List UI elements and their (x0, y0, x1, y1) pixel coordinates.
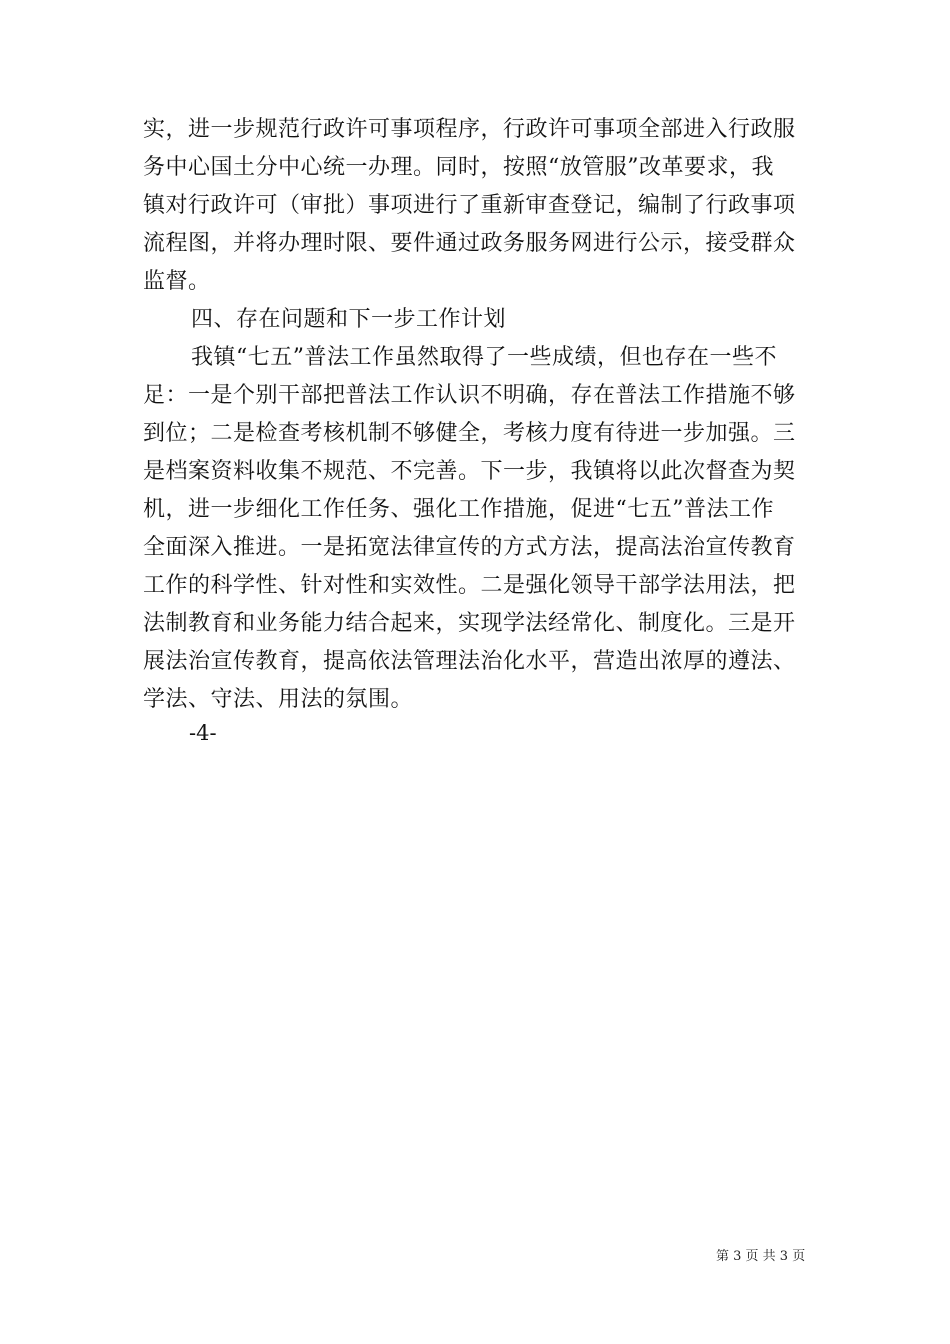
body-text-line: 足：一是个别干部把普法工作认识不明确，存在普法工作措施不够 (143, 383, 796, 408)
body-text-line: 工作的科学性、针对性和实效性。二是强化领导干部学法用法，把 (143, 573, 796, 598)
body-text-line: 学法、守法、用法的氛围。 (143, 687, 414, 712)
body-text-line: 是档案资料收集不规范、不完善。下一步，我镇将以此次督查为契 (143, 459, 796, 484)
body-text-line: 我镇“七五”普法工作虽然取得了一些成绩，但也存在一些不 (191, 345, 777, 370)
body-text-line: 机，进一步细化工作任务、强化工作措施，促进“七五”普法工作 (143, 497, 774, 522)
page-number: -4- (189, 721, 217, 745)
body-text-line: 到位；二是检查考核机制不够健全，考核力度有待进一步加强。三 (143, 421, 796, 446)
body-text-line: 全面深入推进。一是拓宽法律宣传的方式方法，提高法治宣传教育 (143, 535, 796, 560)
page-footer: 第 3 页 共 3 页 (716, 1249, 806, 1264)
body-text-line: 法制教育和业务能力结合起来，实现学法经常化、制度化。三是开 (143, 611, 796, 636)
body-text-line: 务中心国土分中心统一办理。同时，按照“放管服”改革要求，我 (143, 155, 774, 180)
body-text-line: 实，进一步规范行政许可事项程序，行政许可事项全部进入行政服 (143, 117, 796, 142)
body-text-line: 展法治宣传教育，提高依法管理法治化水平，营造出浓厚的遵法、 (143, 649, 796, 674)
body-text-line: 监督。 (143, 269, 211, 294)
body-text-line: 镇对行政许可（审批）事项进行了重新审查登记，编制了行政事项 (143, 193, 796, 218)
body-text-line: 流程图，并将办理时限、要件通过政务服务网进行公示，接受群众 (143, 231, 796, 256)
section-heading: 四、存在问题和下一步工作计划 (191, 307, 507, 332)
